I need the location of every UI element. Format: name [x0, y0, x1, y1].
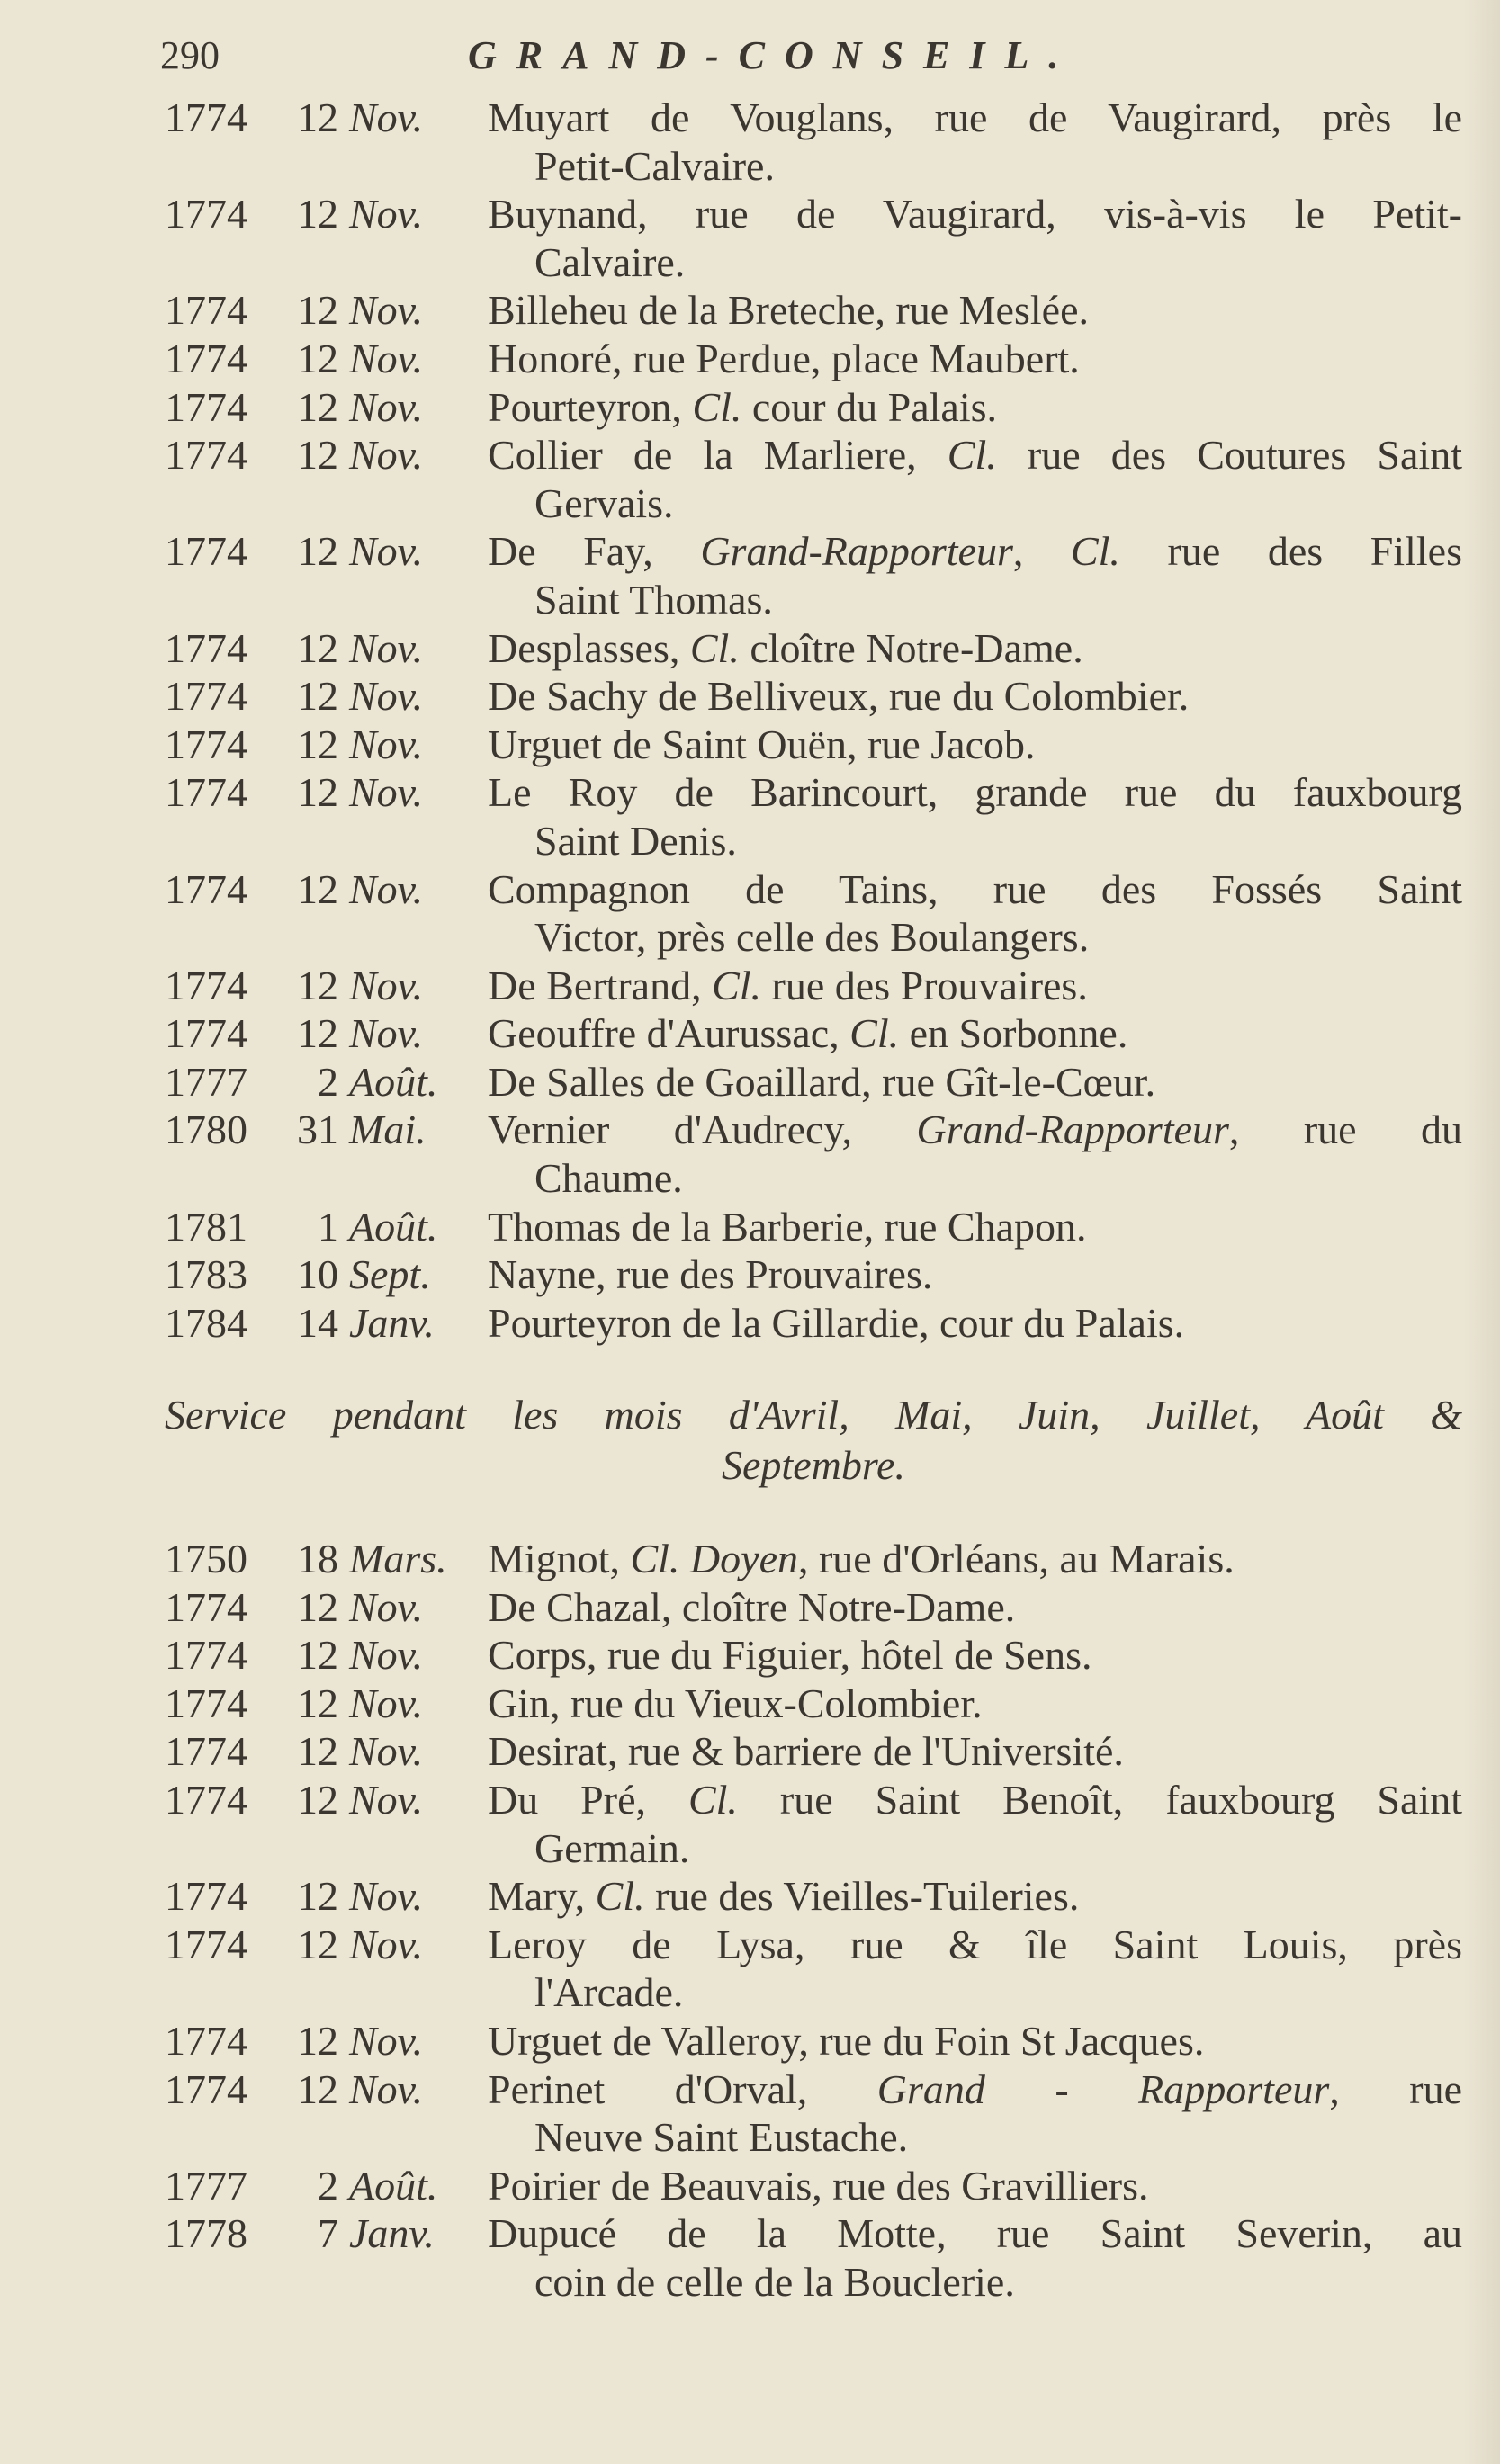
entry-text: Dupucé de la Motte, rue Saint Severin, au	[488, 2210, 1462, 2257]
entry-text: Desirat, rue & barriere de l'Université.	[488, 1728, 1124, 1775]
entry-text-segment: rue des Coutures Saint	[996, 432, 1462, 479]
entry-month: Nov.	[349, 673, 424, 720]
entry-month: Nov.	[349, 1776, 424, 1823]
entry-year: 1774	[165, 1776, 247, 1823]
entry-year: 1777	[165, 1058, 247, 1105]
entry-text-segment: Du Pré,	[488, 1776, 688, 1823]
entry-continuation-line	[0, 1154, 1500, 1203]
entry-month: Nov.	[349, 1921, 424, 1967]
entry-continuation-line	[0, 1824, 1500, 1873]
entry-text: Leroy de Lysa, rue & île Saint Louis, près	[488, 1921, 1462, 1967]
entry-year: 1774	[165, 1728, 247, 1775]
entry-month: Nov.	[349, 432, 424, 479]
entry-year: 1774	[165, 673, 247, 720]
entry-row	[0, 1583, 1500, 1632]
entry-year: 1774	[165, 1680, 247, 1726]
entry-month: Nov.	[349, 721, 424, 767]
entry-text: Nayne, rue des Prouvaires.	[488, 1251, 933, 1298]
entry-month: Nov.	[349, 528, 424, 575]
entry-month: Nov.	[349, 287, 424, 334]
entry-day: 18	[297, 1536, 338, 1581]
entry-row	[0, 768, 1500, 817]
entry-month: Nov.	[349, 191, 424, 237]
entry-year: 1750	[165, 1536, 247, 1581]
entry-title-italic: Grand-Rapporteur	[916, 1107, 1229, 1153]
entry-text	[488, 1009, 1462, 1058]
entry-row	[0, 335, 1500, 383]
entry-text	[488, 624, 1462, 673]
entry-month: Août.	[349, 1203, 438, 1250]
entry-month: Nov.	[349, 94, 424, 140]
entry-text: Honoré, rue Perdue, place Maubert.	[488, 335, 1080, 381]
entry-month: Nov.	[349, 383, 424, 430]
entry-year: 1774	[165, 528, 247, 575]
entry-continuation-line	[0, 576, 1500, 624]
entry-day: 12	[297, 1921, 338, 1967]
entry-year: 1774	[165, 721, 247, 767]
entry-text-segment: De Bertrand,	[488, 962, 713, 1008]
entry-month: Nov.	[349, 2017, 424, 2064]
entry-list-2	[0, 1535, 1500, 2307]
entry-day: 12	[297, 287, 338, 334]
entry-month: Nov.	[349, 769, 424, 816]
entry-day: 12	[297, 191, 338, 237]
entry-row	[0, 1106, 1500, 1154]
entry-day: 12	[297, 2017, 338, 2064]
entry-year: 1774	[165, 287, 247, 334]
entry-text-segment: rue des Prouvaires.	[761, 962, 1088, 1008]
entry-year: 1774	[165, 1632, 247, 1679]
entry-row	[0, 190, 1500, 238]
entry-text-segment: De Fay,	[488, 528, 701, 575]
entry-text	[488, 431, 1462, 479]
entry-year: 1774	[165, 432, 247, 479]
entry-title-italic: Grand - Rapporteur	[876, 2065, 1330, 2112]
entry-text	[488, 2065, 1462, 2114]
entry-day: 12	[297, 1010, 338, 1057]
entry-day: 12	[297, 432, 338, 479]
entry-continuation-line	[0, 817, 1500, 865]
entry-day: 12	[297, 528, 338, 575]
entry-text: Billeheu de la Breteche, rue Meslée.	[488, 287, 1089, 334]
entry-text-segment: , rue	[1329, 2065, 1462, 2112]
entry-continuation-line	[0, 913, 1500, 962]
entry-row	[0, 2162, 1500, 2210]
entry-day: 12	[297, 1632, 338, 1679]
entry-year: 1774	[165, 383, 247, 430]
entry-text: Compagnon de Tains, rue des Fossés Saint	[488, 865, 1462, 912]
page-header	[0, 32, 1500, 86]
entry-year: 1774	[165, 1873, 247, 1920]
entry-day: 12	[297, 2065, 338, 2112]
entry-day: 12	[297, 1680, 338, 1726]
entry-row	[0, 383, 1500, 432]
entry-row	[0, 2065, 1500, 2114]
entry-text: Pourteyron de la Gillardie, cour du Palais.	[488, 1299, 1185, 1346]
entry-year: 1777	[165, 2162, 247, 2209]
entry-day: 14	[297, 1299, 338, 1346]
entry-year: 1778	[165, 2210, 247, 2257]
entry-row	[0, 2209, 1500, 2258]
entry-text-segment: cloître Notre-Dame.	[739, 624, 1083, 671]
entry-day: 12	[297, 1873, 338, 1920]
entry-day: 12	[297, 1583, 338, 1630]
entry-month: Sept.	[349, 1251, 431, 1298]
entry-title-italic: Cl.	[595, 1873, 645, 1920]
entry-text-segment: ,	[1012, 528, 1071, 575]
running-title: GRAND-CONSEIL.	[468, 33, 1079, 77]
entry-year: 1774	[165, 94, 247, 140]
entry-text: Saint Denis.	[534, 817, 737, 864]
entry-row	[0, 1535, 1500, 1583]
entry-text: Gin, rue du Vieux-Colombier.	[488, 1680, 983, 1726]
entry-month: Nov.	[349, 1873, 424, 1920]
entry-text: coin de celle de la Bouclerie.	[534, 2258, 1015, 2305]
entry-day: 10	[297, 1251, 338, 1298]
entry-row	[0, 1299, 1500, 1348]
entry-day: 12	[297, 94, 338, 140]
entry-continuation-line	[0, 479, 1500, 528]
entry-text: Calvaire.	[534, 238, 686, 285]
entry-text-segment: rue des Vieilles-Tuileries.	[644, 1873, 1080, 1920]
entry-text-segment: en Sorbonne.	[899, 1010, 1128, 1057]
entry-day: 12	[297, 962, 338, 1008]
entry-year: 1774	[165, 2017, 247, 2064]
entry-day: 12	[297, 865, 338, 912]
entry-row	[0, 624, 1500, 673]
entry-month: Janv.	[349, 1299, 435, 1346]
entry-text	[488, 1776, 1462, 1824]
entry-row	[0, 286, 1500, 335]
entry-text-segment: Pourteyron,	[488, 383, 693, 430]
entry-month: Nov.	[349, 1728, 424, 1775]
entry-continuation-line	[0, 1968, 1500, 2017]
entry-day: 12	[297, 673, 338, 720]
entry-row	[0, 865, 1500, 914]
entry-text	[488, 1872, 1462, 1921]
entry-row	[0, 527, 1500, 576]
entry-text: Buynand, rue de Vaugirard, vis-à-vis le Petit-	[488, 191, 1462, 237]
entry-year: 1774	[165, 1583, 247, 1630]
entry-text	[488, 1535, 1462, 1583]
entry-text: De Sachy de Belliveux, rue du Colombier.	[488, 673, 1190, 720]
page-number: 290	[160, 33, 220, 77]
entry-month: Août.	[349, 1058, 438, 1105]
section-heading-line-2: Septembre.	[722, 1442, 905, 1488]
entry-month: Nov.	[349, 335, 424, 381]
entry-month: Nov.	[349, 624, 424, 671]
entry-title-italic: Cl.	[689, 624, 740, 671]
entry-text-segment: , rue d'Orléans, au Marais.	[797, 1536, 1235, 1581]
entry-text: Muyart de Vouglans, rue de Vaugirard, près le	[488, 94, 1462, 140]
entry-text: Urguet de Valleroy, rue du Foin St Jacques.	[488, 2017, 1205, 2064]
entry-text: Petit-Calvaire.	[534, 142, 775, 189]
entry-row	[0, 1872, 1500, 1921]
entry-text: Urguet de Saint Ouën, rue Jacob.	[488, 721, 1036, 767]
entry-day: 12	[297, 721, 338, 767]
entry-day: 1	[318, 1203, 338, 1250]
entry-year: 1781	[165, 1203, 247, 1250]
entry-text: Saint Thomas.	[534, 576, 773, 623]
entry-text: Victor, près celle des Boulangers.	[534, 914, 1090, 961]
entry-row	[0, 1250, 1500, 1299]
entry-title-italic: Cl. Doyen	[630, 1536, 798, 1581]
entry-year: 1774	[165, 769, 247, 816]
entry-text-segment: Vernier d'Audrecy,	[488, 1107, 917, 1153]
entry-year: 1774	[165, 624, 247, 671]
entry-row	[0, 2017, 1500, 2065]
entry-row	[0, 1203, 1500, 1251]
entry-continuation-line	[0, 142, 1500, 191]
entry-month: Mai.	[349, 1107, 427, 1153]
entry-continuation-line	[0, 238, 1500, 287]
entry-row	[0, 721, 1500, 769]
entry-text-segment: , rue du	[1228, 1107, 1462, 1153]
entry-text-segment: Collier de la Marliere,	[488, 432, 948, 479]
entry-text	[488, 383, 1462, 432]
entry-title-italic: Cl.	[947, 432, 997, 479]
entry-row	[0, 431, 1500, 479]
entry-text: Thomas de la Barberie, rue Chapon.	[488, 1203, 1087, 1250]
entry-month: Nov.	[349, 865, 424, 912]
entry-continuation-line	[0, 2113, 1500, 2162]
entry-row	[0, 1631, 1500, 1680]
entry-year: 1774	[165, 191, 247, 237]
entry-row	[0, 1727, 1500, 1776]
entry-text-segment: Geouffre d'Aurussac,	[488, 1010, 850, 1057]
entry-day: 2	[318, 2162, 338, 2209]
entry-day: 12	[297, 335, 338, 381]
entry-text-segment: Desplasses,	[488, 624, 690, 671]
entry-title-italic: Cl.	[687, 1776, 738, 1823]
entry-day: 12	[297, 1728, 338, 1775]
entry-month: Nov.	[349, 1010, 424, 1057]
entry-month: Nov.	[349, 1680, 424, 1726]
entry-text	[488, 962, 1462, 1010]
entry-day: 7	[318, 2210, 338, 2257]
entry-month: Janv.	[349, 2210, 435, 2257]
entry-text: Neuve Saint Eustache.	[534, 2114, 909, 2161]
entry-list-1	[0, 94, 1500, 1347]
entry-month: Nov.	[349, 1583, 424, 1630]
entry-month: Nov.	[349, 2065, 424, 2112]
entry-day: 12	[297, 383, 338, 430]
entry-day: 2	[318, 1058, 338, 1105]
entry-row	[0, 672, 1500, 721]
entry-year: 1774	[165, 1010, 247, 1057]
entry-year: 1774	[165, 1921, 247, 1967]
entry-text-segment: cour du Palais.	[741, 383, 998, 430]
entry-month: Mars.	[349, 1536, 447, 1581]
entry-text-segment: Mignot,	[488, 1536, 631, 1581]
entry-text: Germain.	[534, 1824, 690, 1871]
entry-day: 31	[297, 1107, 338, 1153]
entry-text: Le Roy de Barincourt, grande rue du fauxbourg	[488, 769, 1462, 816]
entry-title-italic: Cl.	[692, 383, 742, 430]
entry-row	[0, 1058, 1500, 1107]
entry-text-segment: rue Saint Benoît, fauxbourg Saint	[737, 1776, 1462, 1823]
entry-text: Chaume.	[534, 1155, 683, 1202]
entry-text-segment: rue des Filles	[1119, 528, 1462, 575]
entry-title-italic: Cl.	[712, 962, 762, 1008]
entry-year: 1783	[165, 1251, 247, 1298]
entry-text: De Chazal, cloître Notre-Dame.	[488, 1583, 1016, 1630]
entry-day: 12	[297, 1776, 338, 1823]
entry-year: 1774	[165, 2065, 247, 2112]
entry-text: l'Arcade.	[534, 1969, 684, 2016]
entry-day: 12	[297, 624, 338, 671]
entry-text	[488, 527, 1462, 576]
entry-row	[0, 94, 1500, 142]
entry-title-italic: Grand-Rapporteur	[700, 528, 1013, 575]
entry-year: 1774	[165, 335, 247, 381]
entry-row	[0, 1921, 1500, 1969]
entry-text: De Salles de Goaillard, rue Gît-le-Cœur.	[488, 1058, 1156, 1105]
entry-title-italic: Cl.	[1070, 528, 1120, 575]
entry-text: Poirier de Beauvais, rue des Gravilliers.	[488, 2162, 1149, 2209]
entry-day: 12	[297, 769, 338, 816]
entry-month: Août.	[349, 2162, 438, 2209]
entry-text-segment: Perinet d'Orval,	[488, 2065, 877, 2112]
entry-text: Corps, rue du Figuier, hôtel de Sens.	[488, 1632, 1092, 1679]
entry-year: 1784	[165, 1299, 247, 1346]
section-heading	[165, 1390, 1462, 1491]
entry-month: Nov.	[349, 1632, 424, 1679]
entry-row	[0, 1009, 1500, 1058]
entry-continuation-line	[0, 2258, 1500, 2307]
entry-row	[0, 1680, 1500, 1728]
entry-text: Gervais.	[534, 479, 674, 526]
entry-month: Nov.	[349, 962, 424, 1008]
entry-year: 1774	[165, 962, 247, 1008]
entry-year: 1780	[165, 1107, 247, 1153]
section-heading-line-1: Service pendant les mois d'Avril, Mai, Juin, Juillet, Août &	[165, 1392, 1462, 1438]
entry-text	[488, 1106, 1462, 1154]
entry-title-italic: Cl.	[849, 1010, 900, 1057]
entry-row	[0, 962, 1500, 1010]
entry-year: 1774	[165, 865, 247, 912]
entry-text-segment: Mary,	[488, 1873, 596, 1920]
entry-row	[0, 1776, 1500, 1824]
